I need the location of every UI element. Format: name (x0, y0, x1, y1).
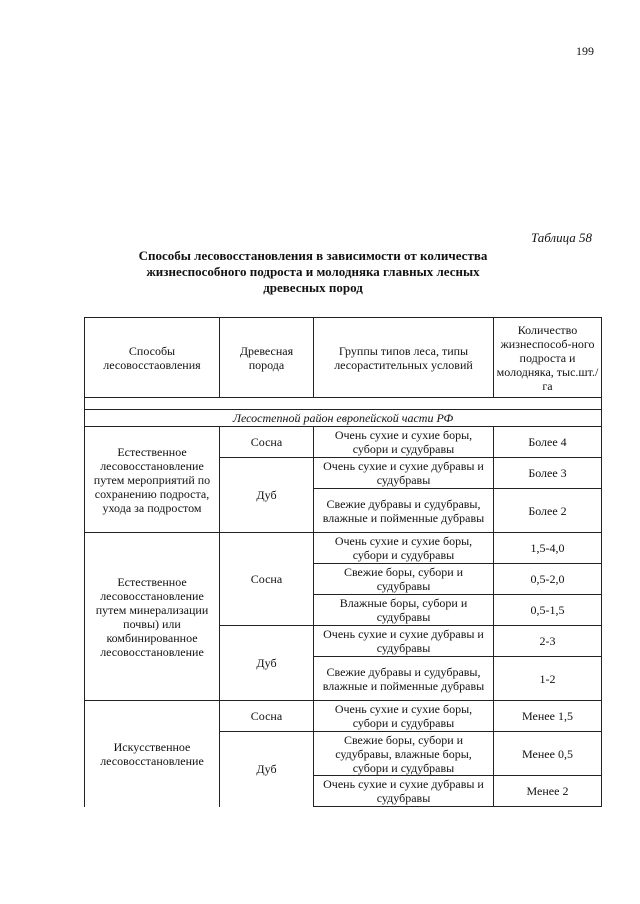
conditions-cell: Влажные боры, субори и судубравы (314, 595, 494, 626)
amount-cell: Более 3 (494, 458, 602, 489)
amount-cell: 2-3 (494, 626, 602, 657)
amount-cell: Менее 1,5 (494, 701, 602, 732)
species-cell: Дуб (220, 732, 314, 807)
conditions-cell: Свежие дубравы и судубравы, влажные и пойменные дубравы (314, 489, 494, 533)
amount-cell: 0,5-1,5 (494, 595, 602, 626)
species-cell: Сосна (220, 427, 314, 458)
blank-row (85, 398, 602, 410)
species-cell: Дуб (220, 626, 314, 701)
conditions-cell: Свежие боры, субори и судубравы, влажные боры, субори и судубравы (314, 732, 494, 776)
method-cell: Естественное лесовосстановление путем минерализации почвы) или комбинированное лесовосстановление (85, 533, 220, 701)
header-species: Древесная порода (220, 318, 314, 398)
region-row (85, 410, 602, 427)
table-row (85, 533, 602, 564)
amount-cell: 1,5-4,0 (494, 533, 602, 564)
conditions-cell: Очень сухие и сухие боры, субори и судубравы (314, 701, 494, 732)
method-cell: Естественное лесовосстановление путем мероприятий по сохранению подроста, ухода за подростом (85, 427, 220, 533)
method-cell: Искусственное лесовосстановление (85, 701, 220, 807)
conditions-cell: Очень сухие и сухие дубравы и судубравы (314, 626, 494, 657)
table-row (85, 427, 602, 458)
conditions-cell: Очень сухие и сухие боры, субори и судубравы (314, 533, 494, 564)
conditions-cell: Свежие дубравы и судубравы, влажные и пойменные дубравы (314, 657, 494, 701)
species-cell: Сосна (220, 533, 314, 626)
species-cell: Дуб (220, 458, 314, 533)
blank-cell (85, 398, 602, 410)
header-forest-groups: Группы типов леса, типы лесорастительных условий (314, 318, 494, 398)
caption-line: древесных пород (263, 280, 363, 295)
caption-line: Способы лесовосстановления в зависимости от количества (138, 248, 488, 263)
amount-cell: Более 4 (494, 427, 602, 458)
species-cell: Сосна (220, 701, 314, 732)
table-number: Таблица 58 (530, 230, 592, 245)
amount-cell: Менее 0,5 (494, 732, 602, 776)
amount-cell: 1-2 (494, 657, 602, 701)
region-cell: Лесостепной район европейской части РФ (85, 410, 602, 427)
conditions-cell: Свежие боры, субори и судубравы (314, 564, 494, 595)
amount-cell: Более 2 (494, 489, 602, 533)
header-methods: Способы лесовосстаовления (85, 318, 220, 398)
header-quantity: Количество жизнеспособ-ного подроста и молодняка, тыс.шт./га (494, 318, 602, 398)
table-row (85, 701, 602, 732)
amount-cell: 0,5-2,0 (494, 564, 602, 595)
amount-cell: Менее 2 (494, 776, 602, 807)
conditions-cell: Очень сухие и сухие дубравы и судубравы (314, 776, 494, 807)
conditions-cell: Очень сухие и сухие дубравы и судубравы (314, 458, 494, 489)
header-row (85, 318, 602, 398)
caption-line: жизнеспособного подроста и молодняка главных лесных (146, 264, 480, 279)
page-number: 199 (576, 44, 594, 58)
table-caption (108, 248, 518, 296)
conditions-cell: Очень сухие и сухие боры, субори и судубравы (314, 427, 494, 458)
reforestation-table (84, 317, 602, 807)
